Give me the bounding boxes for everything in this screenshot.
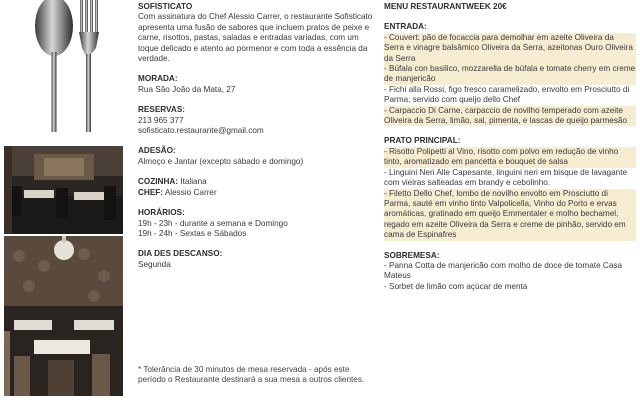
menu-item: - Búfala con basilico, mozzarella de búfala e tomate cherry em creme de manjericão (384, 64, 636, 84)
cuisine-value: Italiana (180, 177, 207, 187)
reservations-label: RESERVAS: (138, 105, 186, 115)
mains-section (384, 136, 636, 240)
rest-day-value: Segunda (138, 259, 171, 269)
address-label: MORADA: (138, 74, 178, 84)
reservations-phone: 213 965 377 (138, 115, 184, 125)
restaurant-description: Com assinatura do Chef Alessio Carrer, o restaurante Sofisticato apresenta uma fusão de sabores que incluem pratos de peixe e carne, risottos, pastas, saladas e entradas variadas, com um toque delicado e atento ao pormenor e com toda a essência da verdade. (138, 12, 373, 64)
menu-item: - Filetto Dello Chef, lombo de novilho envolto em Prosciutto di Parma, sauté em vinho tinto Valpolicella, Vinho do Porto e ervas aromáticas, gratinado em queijo Emmentaler e molho bechamel, regado em azeite Oliveira da Serra e creme de pinhão, servido em cama de Espinafres (384, 189, 636, 241)
starters-label: ENTRADA: (384, 22, 427, 32)
menu-item: - Fichi alla Rossi, figo fresco caramelizado, envolto em Prosciutto di Parma, servido com queijo dello Chef (384, 84, 630, 105)
restaurant-info-column (138, 2, 374, 385)
menu-title: MENU RESTAURANTWEEK 20€ (384, 2, 507, 11)
chef-value: Alessio Carrer (164, 187, 217, 197)
menu-item: - Carpaccio Di Carne, carpaccio de novilho temperado com azeite Oliveira da Serra, limão, sal, pimenta, e lascas de queijo parmesão (384, 106, 636, 127)
chef-label: CHEF: (138, 187, 164, 197)
menu-item: - Panna Cotta de manjericão com molho de doce de tomate Casa Mateus (384, 260, 623, 281)
adhesion-label: ADESÃO: (138, 146, 176, 156)
hours-label: HORÁRIOS: (138, 208, 185, 218)
cuisine-label: COZINHA: (138, 177, 179, 187)
starters-section (384, 22, 636, 126)
restaurant-name: SOFISTICATO (138, 2, 193, 11)
menu-item: - Risotto Polipetti al Vino, risotto com polvo em redução de vinho tinto, aromatizado em pancetta e bouquet de salsa (384, 147, 636, 168)
adhesion-value: Almoço e Jantar (excepto sábado e domingo) (138, 156, 304, 166)
restaurant-interior-photo (4, 146, 123, 234)
image-column (0, 0, 132, 400)
mains-label: PRATO PRINCIPAL: (384, 136, 461, 146)
address-value: Rua São João da Mata, 27 (138, 84, 236, 94)
desserts-section (384, 251, 636, 293)
menu-column (384, 2, 636, 302)
tolerance-note: * Tolerância de 30 minutos de mesa reservada - após este período o Restaurante destinará a sua mesa a outros clientes. (138, 365, 365, 385)
reservations-email: sofisticato.restaurante@gmail.com (138, 126, 264, 136)
menu-item: - Sorbet de limão com açúcar de menta (384, 281, 528, 291)
restaurant-dining-room-photo (4, 236, 123, 396)
spoon-and-fork-icon (14, 0, 114, 132)
menu-item: - Linguini Neri Alle Capesante, linguini neri em bisque de lavagante com vieiras salteadas em brandy e cebolinho. (384, 167, 628, 188)
desserts-label: SOBREMESA: (384, 250, 440, 260)
hours-line: 19h - 24h - Sextas e Sábados (138, 228, 247, 238)
hours-line: 19h - 23h - durante a semana e Domingo (138, 218, 288, 228)
menu-item: - Couvert: pão de focaccia para demolhar em azeite Oliveira da Serra e vinagre balsâmico Oliveira da Serra, azeitonas Ouro Oliveira da Serra (384, 33, 636, 64)
rest-day-label: DIA DES DESCANSO: (138, 249, 223, 259)
chef-line (138, 188, 374, 198)
cuisine-line (138, 177, 374, 187)
